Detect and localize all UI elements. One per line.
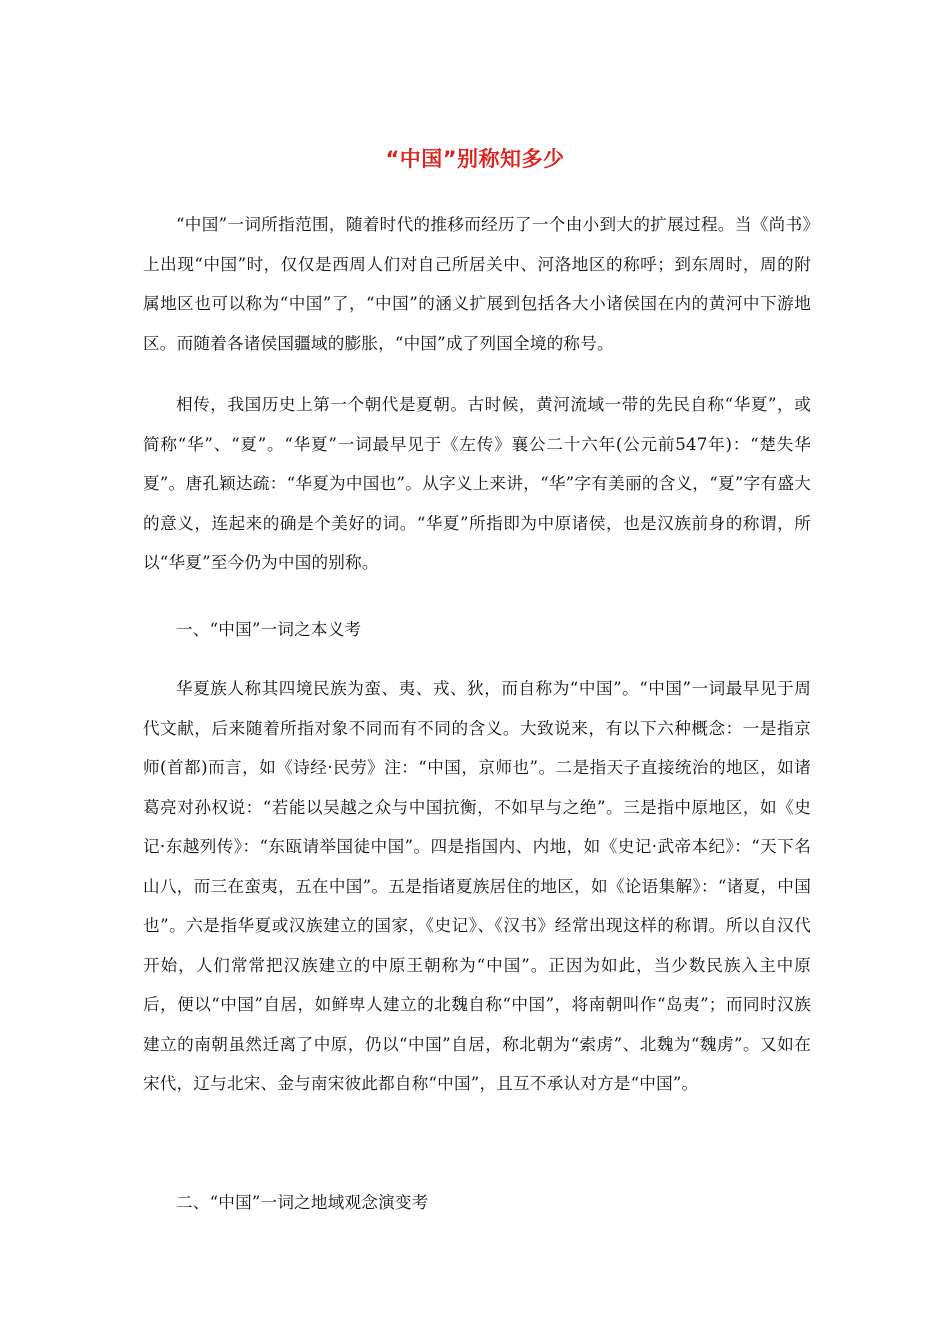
document-title: “中国”别称知多少 [385,147,565,171]
section-heading-2: 二、“中国”一词之地域观念演变考 [176,1193,429,1212]
paragraph-intro: “中国”一词所指范围，随着时代的推移而经历了一个由小到大的扩展过程。当《尚书》上出现“中国”时，仅仅是西周人们对自己所居关中、河洛地区的称呼；到东周时，周的附属地区也可以称为“中国”了，“中国”的涵义扩展到包括各大小诸侯国在内的黄河中下游地区。而随着各诸侯国疆域的膨胀，“中国”成了列国全境的称号。 [143,215,811,353]
section-heading-1: 一、“中国”一词之本义考 [176,620,362,639]
paragraph-original-meaning: 华夏族人称其四境民族为蛮、夷、戎、狄，而自称为“中国”。“中国”一词最早见于周代文献，后来随着所指对象不同而有不同的含义。大致说来，有以下六种概念：一是指京师(首都)而言，如《诗经·民劳》注：“中国，京师也”。二是指天子直接统治的地区，如诸葛亮对孙权说：“若能以吴越之众与中国抗衡，不如早与之绝”。三是指中原地区，如《史记·东越列传》：“东瓯请举国徒中国”。四是指国内、内地，如《史记·武帝本纪》：“天下名山八，而三在蛮夷，五在中国”。五是指诸夏族居住的地区，如《论语集解》：“诸夏，中国也”。六是指华夏或汉族建立的国家，《史记》、《汉书》经常出现这样的称谓。所以自汉代开始，人们常常把汉族建立的中原王朝称为“中国”。正因为如此，当少数民族入主中原后，便以“中国”自居，如鲜卑人建立的北魏自称“中国”，将南朝叫作“岛夷”；而同时汉族建立的南朝虽然迁离了中原，仍以“中国”自居，称北朝为“索虏”、北魏为“魏虏”。又如在宋代，辽与北宋、金与南宋彼此都自称“中国”，且互不承认对方是“中国”。 [143,679,811,1093]
paragraph-huaxia: 相传，我国历史上第一个朝代是夏朝。古时候，黄河流域一带的先民自称“华夏”，或简称“华”、“夏”。“华夏”一词最早见于《左传》襄公二十六年(公元前547年)：“楚失华夏”。唐孔颖达疏：“华夏为中国也”。从字义上来讲，“华”字有美丽的含义，“夏”字有盛大的意义，连起来的确是个美好的词。“华夏”所指即为中原诸侯，也是汉族前身的称谓，所以“华夏”至今仍为中国的别称。 [143,395,811,572]
